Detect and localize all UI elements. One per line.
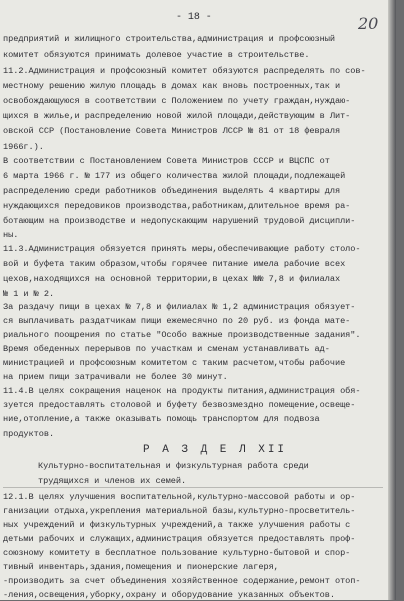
page-number: - 18 - (176, 12, 212, 23)
text-line: № 1 и № 2. (3, 289, 55, 299)
section-heading: Р А З Д Е Л XII (143, 444, 288, 456)
text-line: 11.2.Администрация и профсоюзный комитет обязуются распределять по сов- (3, 66, 366, 76)
text-line: В соответствии с Постановлением Совета Министров СССР и ВЦСПС от (3, 156, 330, 166)
text-line: ботающим на производстве и недопускающим нарушений трудовой дисципли- (3, 216, 356, 226)
text-line: ся выплачивать раздатчикам пищи ежемесячно по 20 руб. из фонда мате- (3, 316, 351, 326)
text-line: ние,отопление,а также оказывать помощь транспортом для подвоза (3, 414, 320, 424)
text-line: продуктов. (3, 429, 55, 439)
text-line: распределению среди работников объединения выделять 4 квартиры для (3, 186, 341, 196)
text-line: освобождающуюся в соответствии с Положением по учету граждан,нуждаю- (3, 96, 351, 106)
archive-number: 20 (358, 14, 379, 33)
text-line: зуется предоставлять столовой и буфету безвозмездно помещение,освеще- (3, 400, 356, 410)
text-line: министрацией и профсоюзным комитетом с таким расчетом,чтобы рабочие (3, 358, 346, 368)
text-line: Культурно-воспитательная и физкультурная работа среди (38, 461, 309, 471)
page-edge (388, 0, 396, 600)
text-line: нуждающихся передовиков производства,работникам,длительное время ра- (3, 201, 351, 211)
text-line: -ления,освещения,уборку,охрану и оборудование указанных объектов. (3, 590, 335, 600)
text-line: ганизации отдыха,укрепления материальной базы,культурно-просветитель- (3, 506, 356, 516)
text-line: комитет обязуются принимать долевое участие в строительстве. (3, 50, 310, 60)
text-line: щихся в жилье,и распределению новой жилой площади,действующим в Лит- (3, 111, 351, 121)
text-line: на прием пищи затрачивали не более 30 минут. (3, 372, 228, 382)
text-line: -производить за счет объединения хозяйственное содержание,ремонт отоп- (3, 576, 361, 586)
text-line: ны. (3, 230, 19, 240)
text-line: цехов,находящихся на основной территории,в цехах №№ 7,8 и филиалах (3, 274, 341, 284)
text-line: предприятий и жилищного строительства,администрация и профсоюзный (3, 34, 335, 44)
text-line: местному решению жилую площадь в домах как вновь построенных,так и (3, 81, 341, 91)
text-line: 1966г.). (3, 142, 44, 152)
text-line: вой и буфета таким образом,чтобы горячее питание имела рабочие всех (3, 259, 346, 269)
text-line: 12.1.В целях улучшения воспитательной,культурно-массовой работы и ор- (3, 492, 356, 502)
text-line: детьми рабочих и служащих,администрация обязуется предоставлять проф- (3, 534, 356, 544)
text-line: тивный инвентарь,здания,помещения и пионерские лагеря, (3, 562, 279, 572)
text-line: овской ССР (Постановление Совета Министров ЛССР № 81 от 18 февраля (3, 126, 341, 136)
divider (3, 487, 383, 488)
text-line: 11.4.В целях сокращения наценок на продукты питания,администрация обя- (3, 386, 361, 396)
text-line: союзному комитету в бесплатное пользование культурно-бытовой и спор- (3, 548, 351, 558)
text-line: Время обеденных перерывов по участкам и сменам устанавливать ад- (3, 344, 330, 354)
text-line: 6 марта 1966 г. № 177 из общего количества жилой площади,подлежащей (3, 171, 346, 181)
text-line: 11.3.Администрация обязуется принять меры,обеспечивающие работу столо- (3, 244, 361, 254)
text-line: ных учреждений и физкультурных учреждений,а также улучшения работы с (3, 520, 351, 530)
text-line: трудящихся и членов их семей. (38, 476, 187, 486)
text-line: За раздачу пищи в цехах № 7,8 и филиалах № 1,2 администрация обязует- (3, 302, 356, 312)
text-line: риального поощрения по статье "Особо важные производственные задания". (3, 330, 361, 340)
